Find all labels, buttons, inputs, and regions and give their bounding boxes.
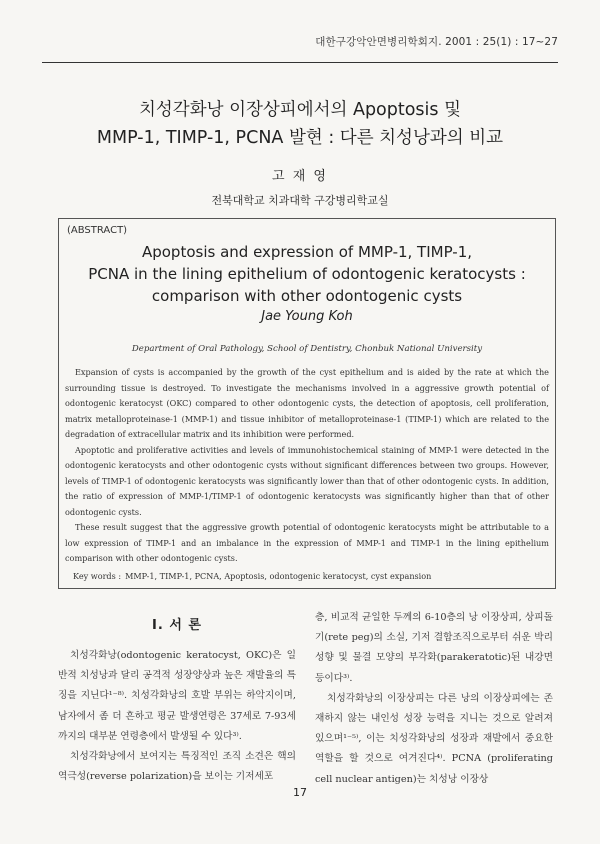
english-title-line-2: PCNA in the lining epithelium of odontogenic keratocysts :	[88, 265, 526, 283]
header-rule	[42, 62, 558, 63]
section-heading-introduction: I. 서 론	[152, 618, 202, 633]
abstract-box	[58, 218, 556, 589]
abstract-label: (ABSTRACT)	[67, 225, 128, 236]
korean-title	[0, 96, 600, 152]
body-column-left	[58, 608, 296, 787]
keywords-label: Key words :	[73, 571, 122, 581]
keywords-list: MMP-1, TIMP-1, PCNA, Apoptosis, odontogenic keratocyst, cyst expansion	[125, 571, 432, 581]
abstract-text	[65, 365, 549, 567]
body-paragraph: 층, 비교적 균일한 두께의 6-10층의 낭 이장상피, 상피돌기(rete peg)의 소실, 기저 결합조직으로부터 쉬운 박리 성향 및 물결 모양의 부각화(parakeratotic)된 내강면 등이다³⁾.	[315, 612, 553, 684]
body-paragraph: 치성각화낭(odontogenic keratocyst, OKC)은 일반적 치성낭과 달리 공격적 성장양상과 높은 재발율의 특징을 지닌다¹⁻⁸⁾. 치성각화낭의 호발 부위는 하악지이며, 남자에서 좀 더 흔하고 평균 발생연령은 37세로 7-93세까지의 대부분 연령층에서 발생될 수 있다³⁾.	[58, 650, 296, 742]
body-paragraph: 치성각화낭에서 보여지는 특징적인 조직 소견은 핵의 역극성(reverse polarization)을 보이는 기저세포	[58, 751, 296, 783]
abstract-paragraph: These result suggest that the aggressive growth potential of odontogenic keratocysts might be attributable to a low expression of TIMP-1 and an imbalance in the expression of MMP-1 and TIMP-1 in the lining epithelium comparison with other odontogenic cysts.	[65, 522, 549, 563]
korean-author: 고 재 영	[272, 169, 328, 184]
english-title-line-1: Apoptosis and expression of MMP-1, TIMP-1,	[141, 243, 473, 261]
korean-title-line-1: 치성각화낭 이장상피에서의 Apoptosis 및	[138, 100, 461, 120]
korean-affiliation: 전북대학교 치과대학 구강병리학교실	[211, 194, 389, 207]
page-number: 17	[293, 786, 307, 799]
abstract-paragraph: Apoptotic and proliferative activities and levels of immunohistochemical staining of MMP-1 were detected in the odontogenic keratocysts and other odontogenic cysts without significant differences between two groups. However, levels of TIMP-1 of odontogenic keratocysts was significantly lower than that of other odontogenic cysts. In addition, the ratio of expression of MMP-1/TIMP-1 of odontogenic keratocysts was significantly higher than that of other odontogenic cysts.	[65, 444, 549, 517]
abstract-paragraph: Expansion of cysts is accompanied by the growth of the cyst epithelium and is aided by the rate at which the surrounding tissue is destroyed. To investigate the mechanisms involved in a aggressive growth potential of odontogenic keratocyst (OKC) compared to other odontogenic cysts, the detection of apoptosis, cell proliferation, matrix metalloproteinase-1 (MMP-1) and tissue inhibitor of metalloproteinase-1 (TIMP-1) which are related to the degradation of extracellular matrix and its inhibition were performed.	[65, 367, 549, 439]
journal-reference: 대한구강악안면병리학회지. 2001 : 25(1) : 17~27	[315, 36, 558, 48]
english-title-line-3: comparison with other odontogenic cysts	[151, 287, 463, 305]
english-author: Jae Young Koh	[261, 309, 353, 324]
body-column-right	[315, 608, 553, 790]
korean-title-line-2: MMP-1, TIMP-1, PCNA 발현 : 다른 치성낭과의 비교	[96, 128, 504, 148]
keywords	[73, 571, 431, 581]
body-paragraph: 치성각화낭의 이장상피는 다른 낭의 이장상피에는 존재하지 않는 내인성 성장 능력을 지니는 것으로 알려져 있으며¹⁻⁵⁾, 이는 치성각화낭의 성장과 재발에서 중요한 역할을 할 것으로 여겨진다⁴⁾. PCNA (proliferating cell nuclear antigen)는 치성낭 이장상	[315, 692, 553, 785]
english-affiliation: Department of Oral Pathology, School of Dentistry, Chonbuk National University	[131, 344, 483, 354]
english-title	[59, 241, 555, 307]
